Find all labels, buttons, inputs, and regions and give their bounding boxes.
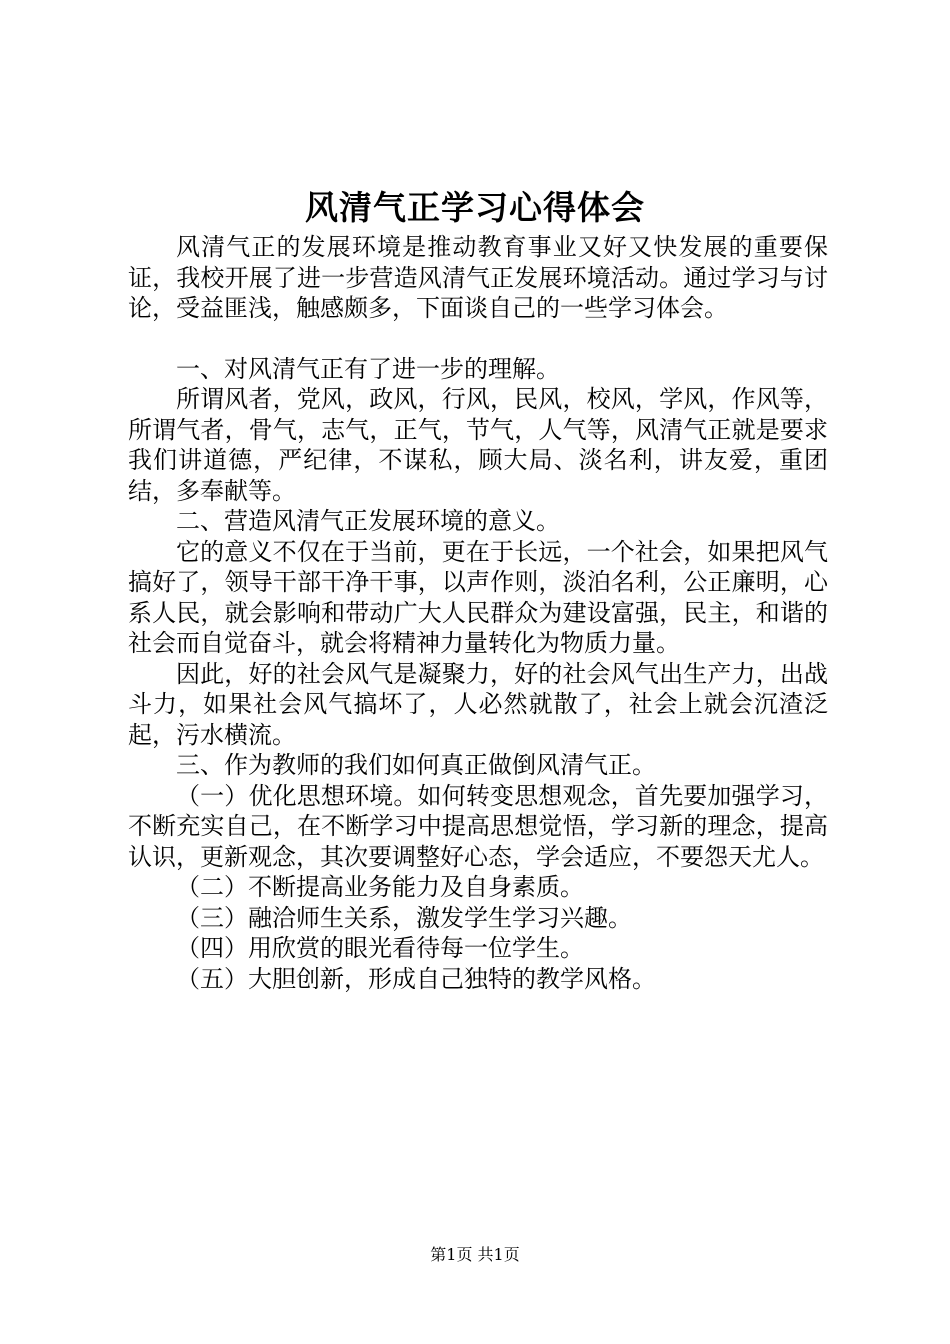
list-item-5: （五）大胆创新，形成自己独特的教学风格。 <box>176 964 656 993</box>
paragraph-significance: 它的意义不仅在于当前，更在于长远，一个社会，如果把风气搞好了，领导干部干净干事，以声作则，淡泊名利，公正廉明，心系人民，就会影响和带动广大人民群众为建设富强，民主，和谐的社会而自觉奋斗，就会将精神力量转化为物质力量。 <box>128 537 828 657</box>
paragraph-therefore: 因此，好的社会风气是凝聚力，好的社会风气出生产力，出战斗力，如果社会风气搞坏了，人必然就散了，社会上就会沉渣泛起，污水横流。 <box>128 659 828 749</box>
section-heading-3: 三、作为教师的我们如何真正做倒风清气正。 <box>176 751 656 779</box>
document-body <box>128 232 828 994</box>
list-item-3: （三）融洽师生关系，激发学生学习兴趣。 <box>176 903 632 932</box>
list-item-2: （二）不断提高业务能力及自身素质。 <box>176 873 584 901</box>
paragraph-understanding: 所谓风者，党风，政风，行风，民风，校风，学风，作风等，所谓气者，骨气，志气，正气，节气，人气等，风清气正就是要求我们讲道德，严纪律，不谋私，顾大局、淡名利，讲友爱，重团结，多奉献等。 <box>128 385 828 505</box>
list-item-4: （四）用欣赏的眼光看待每一位学生。 <box>176 934 584 962</box>
document-title: 风清气正学习心得体会 <box>305 188 645 227</box>
paragraph-intro: 风清气正的发展环境是推动教育事业又好又快发展的重要保证，我校开展了进一步营造风清气正发展环境活动。通过学习与讨论，受益匪浅，触感颇多，下面谈自己的一些学习体会。 <box>128 233 828 322</box>
section-heading-2: 二、营造风清气正发展环境的意义。 <box>176 507 560 535</box>
list-item-1: （一）优化思想环境。如何转变思想观念，首先要加强学习，不断充实自己，在不断学习中提高思想觉悟，学习新的理念，提高认识，更新观念，其次要调整好心态，学会适应，不要怨天尤人。 <box>128 781 828 871</box>
section-heading-1: 一、对风清气正有了进一步的理解。 <box>176 354 560 383</box>
page-number-footer: 第1页 共1页 <box>430 1245 520 1264</box>
